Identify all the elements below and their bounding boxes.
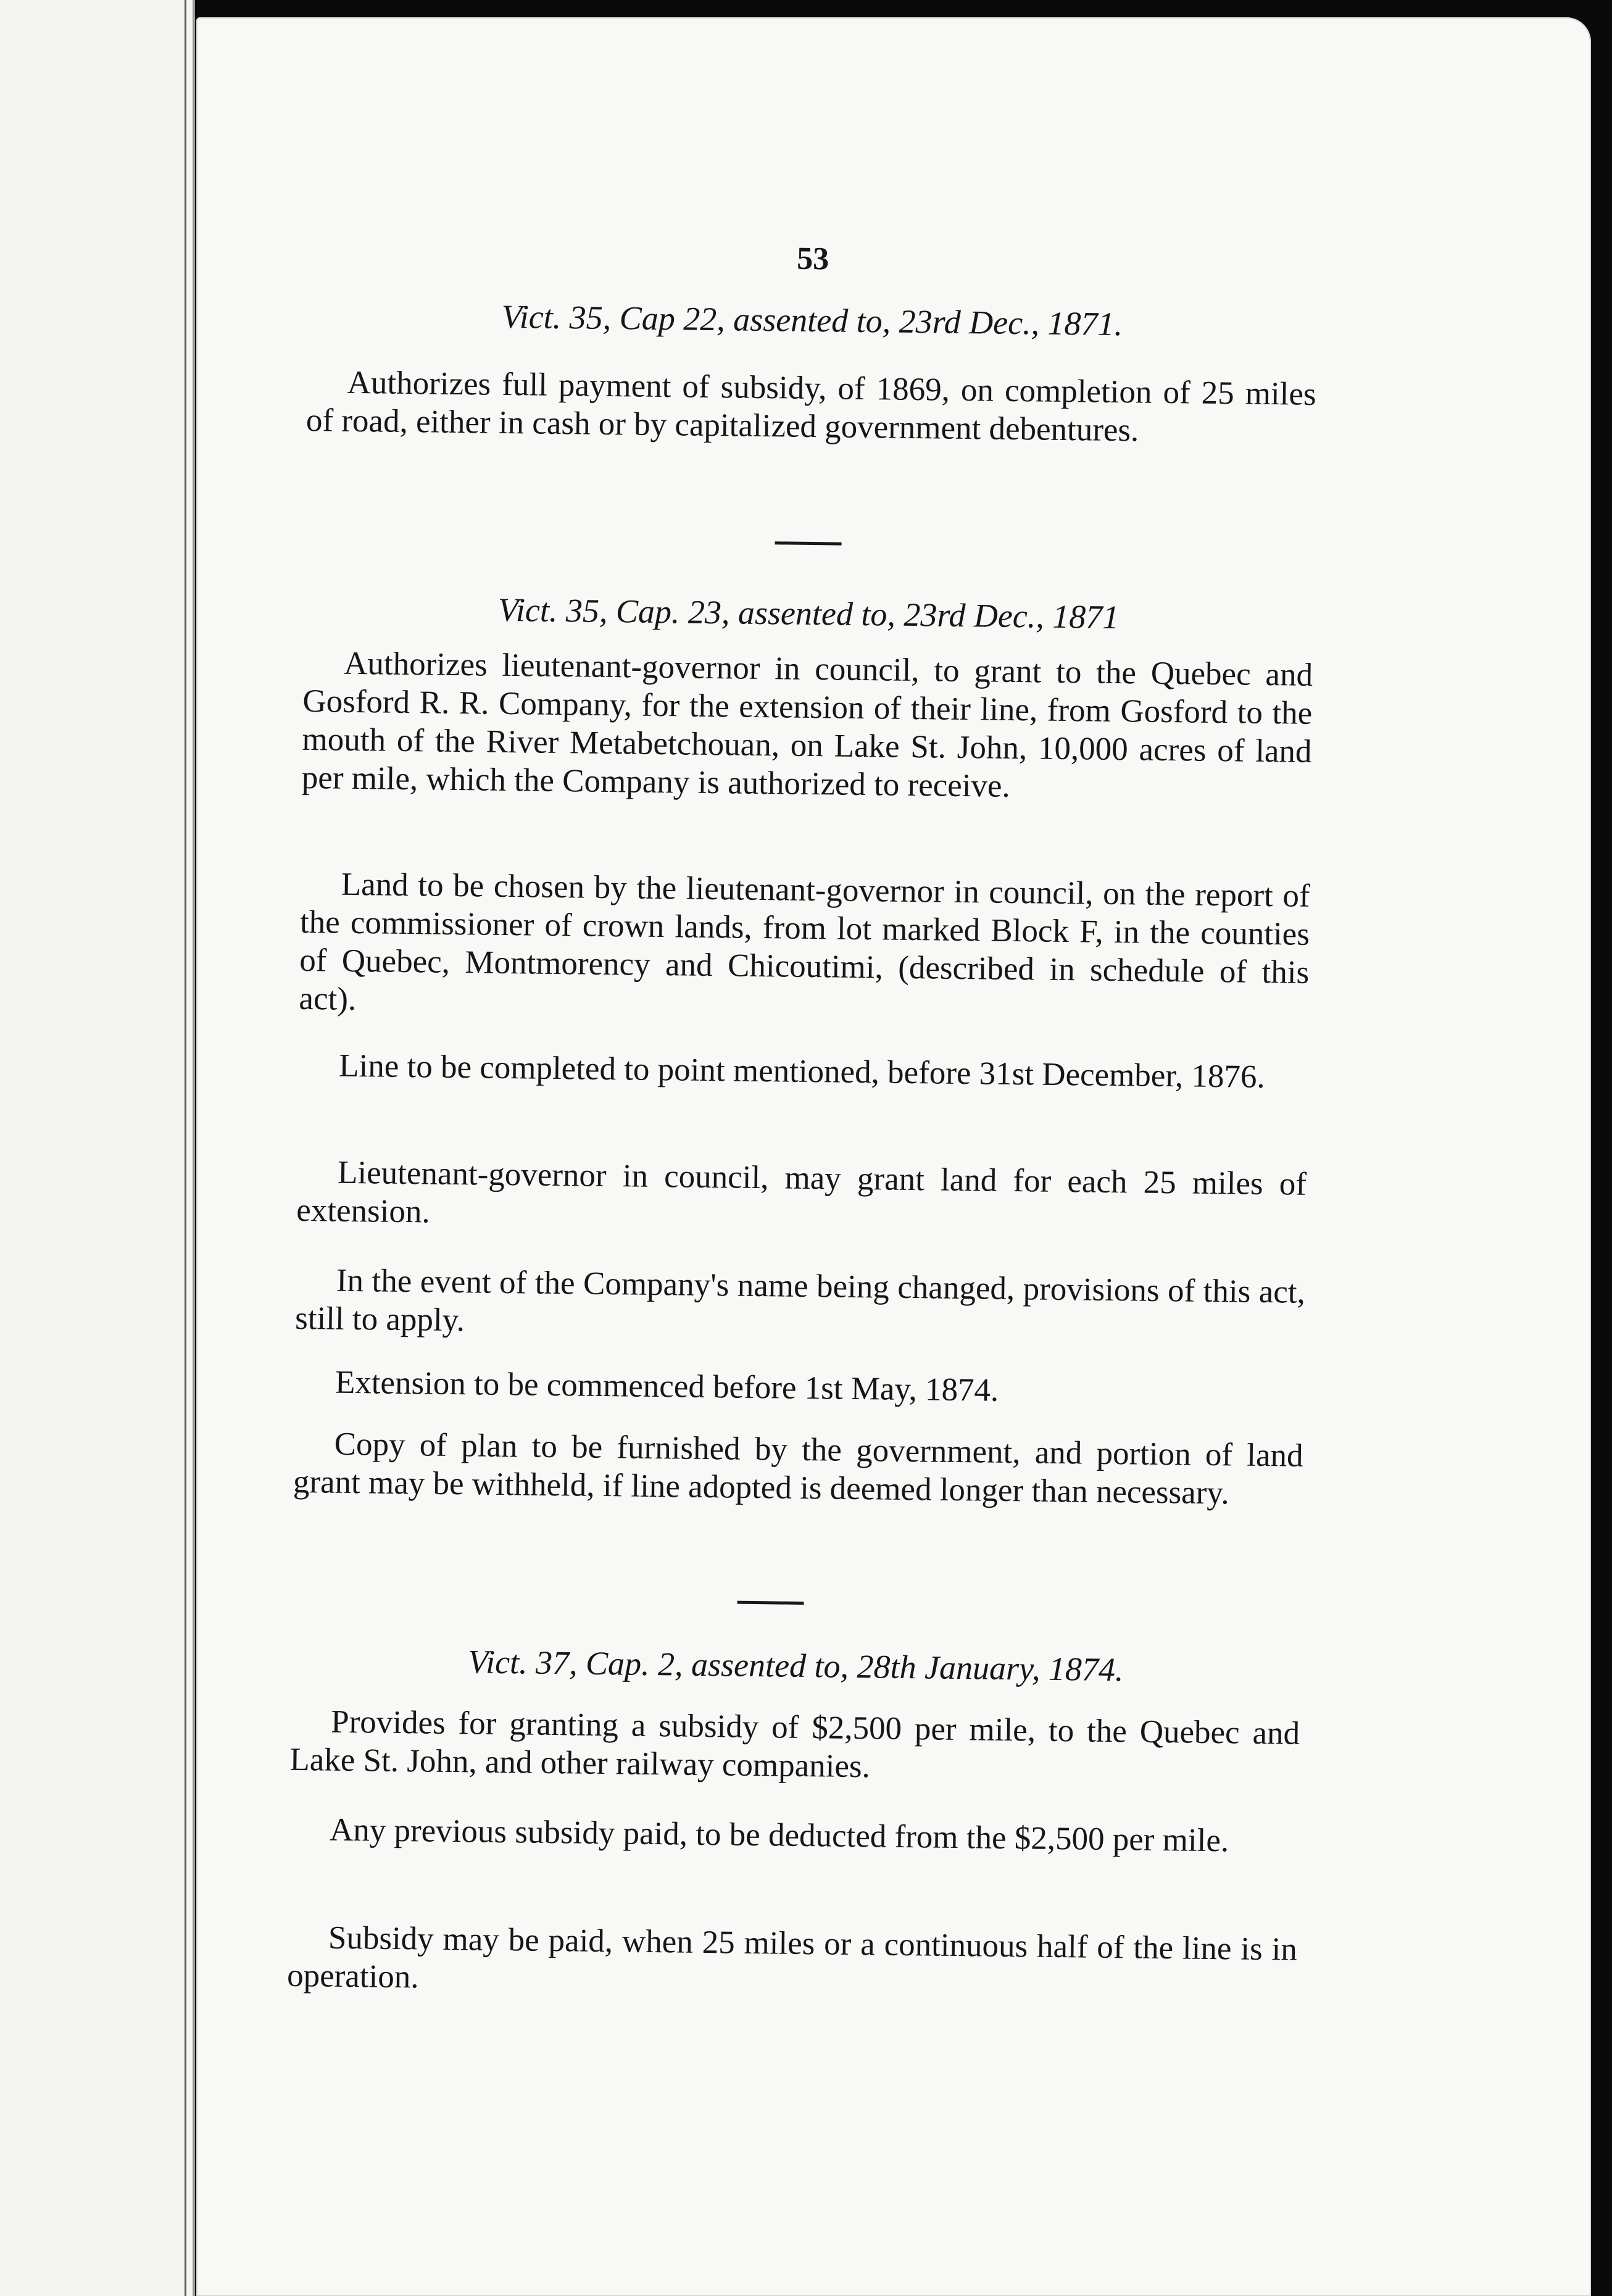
paragraph: In the event of the Company's name being changed, provisions of this act, still to apply. — [294, 1262, 1306, 1339]
paragraph: Authorizes lieutenant-governor in council, to grant to the Quebec and Gosford R. R. Company, for the extension of their line, from Gosford to the mouth of the River Metabetchouan, on Lake St. John, 10,000 acres of land per mile, which the Company is authorized to receive. — [301, 645, 1313, 804]
paragraph: Authorizes full payment of subsidy, of 1869, on completion of 25 miles of road, either in cash or by capitalized government debentures. — [305, 364, 1316, 449]
document-page — [196, 17, 1591, 2296]
paragraph: Line to be completed to point mentioned, before 31st December, 1876. — [338, 1047, 1266, 1096]
facing-page-edge — [0, 0, 195, 2296]
page-fold-line — [185, 0, 186, 2296]
paragraph: Copy of plan to be furnished by the government, and portion of land grant may be withheld, if line adopted is deemed longer than necessary. — [293, 1426, 1303, 1512]
paragraph: Any previous subsidy paid, to be deducted from the $2,500 per mile. — [329, 1811, 1229, 1859]
section-divider — [775, 541, 842, 545]
paragraph: Extension to be commenced before 1st May, 1874. — [334, 1364, 999, 1408]
section-divider — [737, 1601, 804, 1605]
page-number: 53 — [796, 241, 829, 277]
paragraph: Subsidy may be paid, when 25 miles or a continuous half of the line is in operation. — [286, 1920, 1298, 1995]
paragraph: Lieutenant-governor in council, may grant land for each 25 miles of extension. — [296, 1154, 1307, 1230]
paragraph: Land to be chosen by the lieutenant-governor in council, on the report of the commissioner of crown lands, from lot marked Block F, in the counties of Quebec, Montmorency and Chicoutimi, (described in schedule of this act). — [299, 866, 1311, 1018]
section-heading: Vict. 35, Cap 22, assented to, 23rd Dec., 1871. — [501, 297, 1123, 343]
section-heading: Vict. 37, Cap. 2, assented to, 28th January, 1874. — [467, 1643, 1124, 1689]
section-heading: Vict. 35, Cap. 23, assented to, 23rd Dec., 1871 — [497, 591, 1120, 636]
paragraph: Provides for granting a subsidy of $2,500 per mile, to the Quebec and Lake St. John, and other railway companies. — [289, 1703, 1300, 1785]
page-text-block — [286, 11, 1321, 1995]
